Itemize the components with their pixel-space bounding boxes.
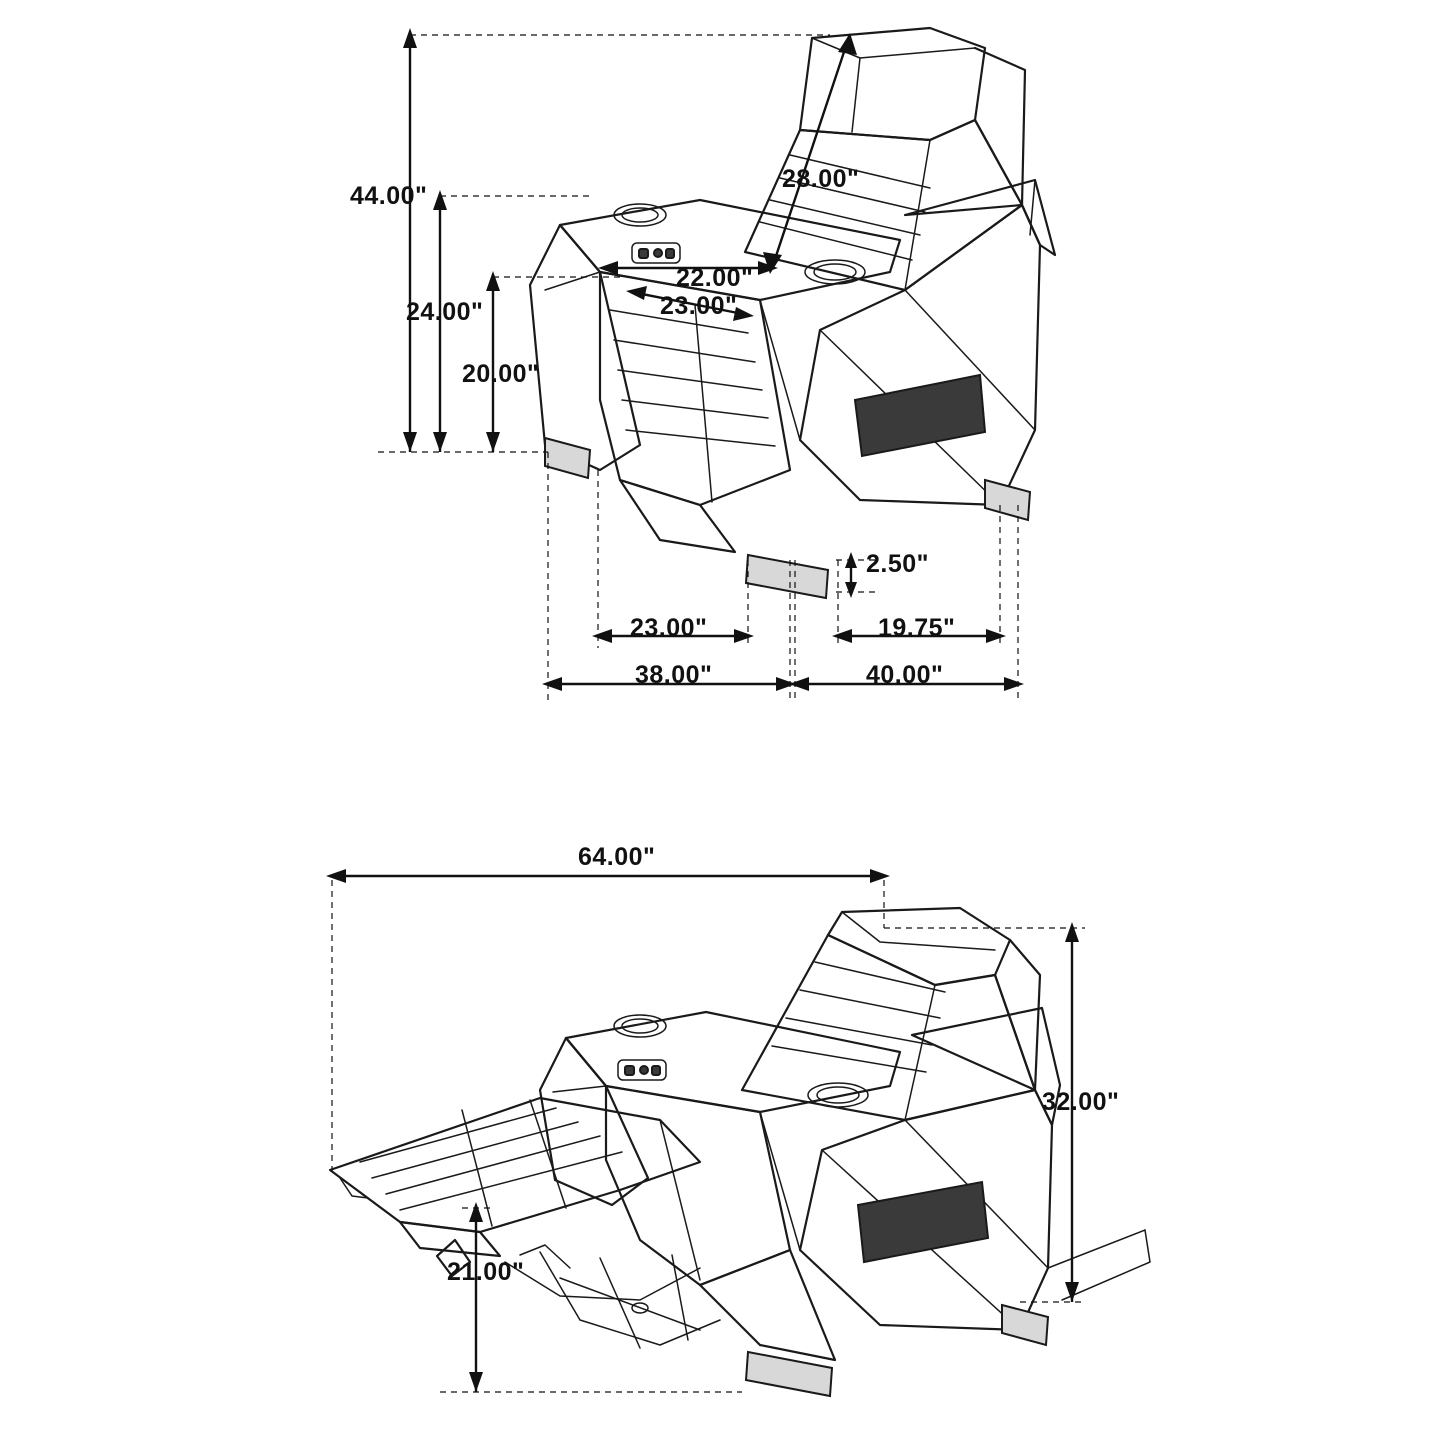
reclined-recliner-illustration: [330, 908, 1150, 1396]
dimension-label-reclined-height: 32.00": [1042, 1088, 1120, 1116]
dimension-label-overall-depth: 38.00": [635, 661, 713, 689]
dimension-label-arm-height: 24.00": [406, 298, 484, 326]
dimension-label-seat-width-diagonal: 23.00": [660, 292, 738, 320]
dimension-label-back-height: 28.00": [782, 165, 860, 193]
dimension-label-seat-interior-depth: 23.00": [630, 614, 708, 642]
dimension-label-seat-interior-width: 19.75": [878, 614, 956, 642]
reclined-dimension-lines: [326, 869, 1085, 1392]
dimension-label-overall-height: 44.00": [350, 182, 428, 210]
dimension-label-seat-depth: 22.00": [676, 264, 754, 292]
upright-recliner-illustration: [530, 28, 1055, 598]
dimension-label-base-clearance: 2.50": [866, 550, 930, 578]
dimension-label-footrest-height: 21.00": [447, 1258, 525, 1286]
dimension-label-seat-height: 20.00": [462, 360, 540, 388]
dimension-label-overall-width: 40.00": [866, 661, 944, 689]
dimension-label-reclined-length: 64.00": [578, 843, 656, 871]
